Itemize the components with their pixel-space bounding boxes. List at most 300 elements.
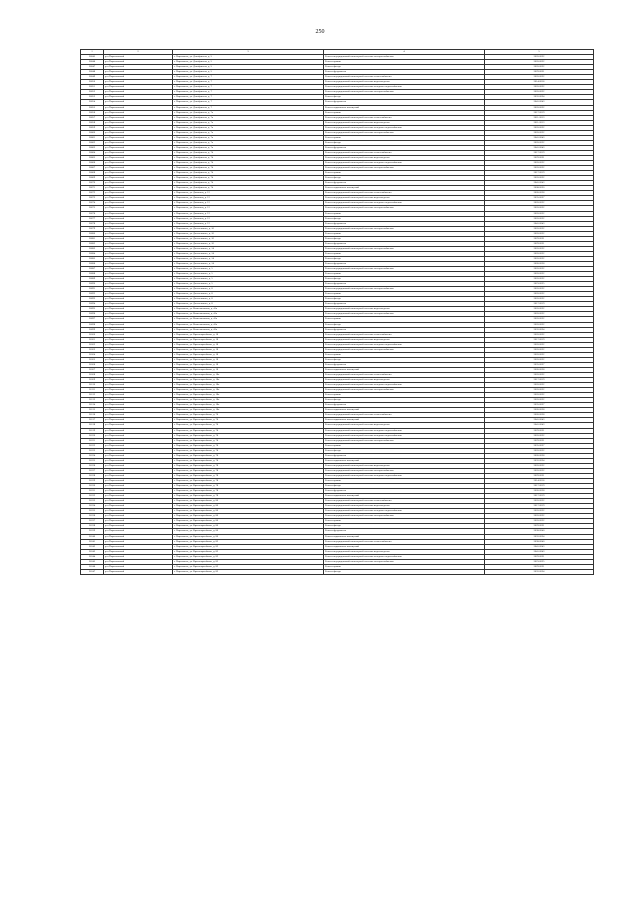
row-number: 26072: [81, 191, 104, 196]
district-cell: р-н Партизанский: [104, 453, 173, 458]
work-type-cell: Ремонт внутридомовой инженерной системы теплоснабжения: [324, 413, 485, 418]
period-cell: 2035-2037: [485, 196, 594, 201]
row-number: 26090: [81, 282, 104, 287]
address-cell: г. Партизанск, ул. Красноармейская, д. 76: [173, 453, 324, 458]
work-type-cell: Ремонт внутридомовой инженерной системы холодного водоснабжения: [324, 161, 485, 166]
work-type-cell: Ремонт фасада: [324, 65, 485, 70]
address-cell: г. Партизанск, ул. Декабристов, д. 5: [173, 65, 324, 70]
district-cell: р-н Партизанский: [104, 413, 173, 418]
row-number: 26138: [81, 524, 104, 529]
address-cell: г. Партизанск, ул. Красноармейская, д. 18: [173, 332, 324, 337]
period-cell: 2020-2022: [485, 433, 594, 438]
period-cell: 2020-2022: [485, 357, 594, 362]
address-cell: г. Партизанск, ул. Красноармейская, д. 18: [173, 352, 324, 357]
address-cell: г. Партизанск, ул. Достоевского, д. 5: [173, 267, 324, 272]
district-cell: р-н Партизанский: [104, 251, 173, 256]
address-cell: г. Партизанск, ул. Красноармейская, д. 78: [173, 489, 324, 494]
work-type-cell: Ремонт фундамента: [324, 302, 485, 307]
address-cell: г. Партизанск, ул. Декабристов, д. 7: [173, 95, 324, 100]
work-type-cell: Ремонт фасада: [324, 95, 485, 100]
district-cell: р-н Партизанский: [104, 569, 173, 574]
work-type-cell: Ремонт внутридомовой инженерной системы холодного водоснабжения: [324, 509, 485, 514]
address-cell: г. Партизанск, ул. Даличная, д. 12: [173, 196, 324, 201]
district-cell: р-н Партизанский: [104, 544, 173, 549]
work-type-cell: Ремонт подвальных помещений: [324, 418, 485, 423]
period-cell: 2020-2022: [485, 226, 594, 231]
period-cell: 2020-2022: [485, 499, 594, 504]
period-cell: 2026-2028: [485, 367, 594, 372]
period-cell: 2020-2022: [485, 105, 594, 110]
district-cell: р-н Партизанский: [104, 85, 173, 90]
work-type-cell: Ремонт внутридомовой инженерной системы холодного водоснабжения: [324, 433, 485, 438]
work-type-cell: Ремонт внутридомовой инженерной системы электроснабжения: [324, 468, 485, 473]
column-header: 5: [485, 50, 594, 55]
period-cell: 2020-2022: [485, 332, 594, 337]
district-cell: р-н Партизанский: [104, 196, 173, 201]
address-cell: г. Партизанск, ул. Достоевского, д. 14: [173, 251, 324, 256]
period-cell: 2032-2034: [485, 534, 594, 539]
district-cell: р-н Партизанский: [104, 150, 173, 155]
address-cell: г. Партизанск, ул. Декабристов, д. 7б: [173, 161, 324, 166]
district-cell: р-н Партизанский: [104, 398, 173, 403]
period-cell: 2008-2030: [485, 186, 594, 191]
period-cell: 2017-2019: [485, 504, 594, 509]
row-number: 26119: [81, 428, 104, 433]
period-cell: 2017-2019: [485, 378, 594, 383]
row-number: 26091: [81, 287, 104, 292]
row-number: 26100: [81, 332, 104, 337]
address-cell: г. Партизанск, ул. Декабристов, д. 7а: [173, 140, 324, 145]
district-cell: р-н Партизанский: [104, 564, 173, 569]
row-number: 26111: [81, 388, 104, 393]
period-cell: 2020-2022: [485, 251, 594, 256]
district-cell: р-н Партизанский: [104, 246, 173, 251]
row-number: 26094: [81, 302, 104, 307]
period-cell: 2020-2022: [485, 267, 594, 272]
row-number: 26136: [81, 514, 104, 519]
work-type-cell: Ремонт внутридомовой инженерной системы водоотведения: [324, 196, 485, 201]
period-cell: 2020-2022: [485, 292, 594, 297]
address-cell: г. Партизанск, ул. Красноармейская, д. 18а: [173, 378, 324, 383]
row-number: 26134: [81, 504, 104, 509]
row-number: 26084: [81, 251, 104, 256]
district-cell: р-н Партизанский: [104, 524, 173, 529]
row-number: 26069: [81, 176, 104, 181]
period-cell: 2020-2022: [485, 272, 594, 277]
work-type-cell: Ремонт внутридомовой инженерной системы водоотведения: [324, 423, 485, 428]
row-number: 26143: [81, 549, 104, 554]
period-cell: 2041-2043: [485, 549, 594, 554]
district-cell: р-н Партизанский: [104, 241, 173, 246]
period-cell: 2020-2022: [485, 246, 594, 251]
work-type-cell: Ремонт фундамента: [324, 181, 485, 186]
row-number: 26093: [81, 297, 104, 302]
address-cell: г. Партизанск, ул. Красноармейская, д. 82: [173, 569, 324, 574]
address-cell: г. Партизанск, ул. Красноармейская, д. 18: [173, 367, 324, 372]
district-cell: р-н Партизанский: [104, 125, 173, 130]
period-cell: 2029-2031: [485, 70, 594, 75]
row-number: 26054: [81, 100, 104, 105]
district-cell: р-н Партизанский: [104, 403, 173, 408]
work-type-cell: Ремонт внутридомовой инженерной системы водоотведения: [324, 80, 485, 85]
work-type-cell: Ремонт фундамента: [324, 529, 485, 534]
district-cell: р-н Партизанский: [104, 145, 173, 150]
repair-schedule-table: [80, 49, 594, 575]
address-cell: г. Партизанск, ул. Красноармейская, д. 78: [173, 478, 324, 483]
address-cell: г. Партизанск, ул. Декабристов, д. 5: [173, 70, 324, 75]
period-cell: 2014-2016: [485, 478, 594, 483]
address-cell: г. Партизанск, ул. Красноармейская, д. 80: [173, 529, 324, 534]
address-cell: г. Партизанск, ул. Декабристов, д. 7а: [173, 125, 324, 130]
period-cell: 2026-2028: [485, 489, 594, 494]
district-cell: р-н Партизанский: [104, 226, 173, 231]
period-cell: 2035-2037: [485, 403, 594, 408]
district-cell: р-н Партизанский: [104, 55, 173, 60]
work-type-cell: Ремонт подвальных помещений: [324, 534, 485, 539]
period-cell: 2020-2022: [485, 297, 594, 302]
column-header: 1: [81, 50, 104, 55]
table-row: [81, 569, 594, 574]
work-type-cell: Ремонт фасада: [324, 448, 485, 453]
district-cell: р-н Партизанский: [104, 332, 173, 337]
row-number: 26067: [81, 166, 104, 171]
district-cell: р-н Партизанский: [104, 367, 173, 372]
address-cell: г. Партизанск, ул. Декабристов, д. 7а: [173, 115, 324, 120]
period-cell: 2026-2028: [485, 413, 594, 418]
address-cell: г. Партизанск, ул. Красноармейская, д. 18а: [173, 373, 324, 378]
district-cell: р-н Партизанский: [104, 423, 173, 428]
district-cell: р-н Партизанский: [104, 529, 173, 534]
district-cell: р-н Партизанский: [104, 292, 173, 297]
address-cell: г. Партизанск, ул. Даличная, д. 12: [173, 221, 324, 226]
district-cell: р-н Партизанский: [104, 186, 173, 191]
district-cell: р-н Партизанский: [104, 373, 173, 378]
work-type-cell: Ремонт фундамента: [324, 241, 485, 246]
address-cell: г. Партизанск, ул. Достоевского, д. 8: [173, 297, 324, 302]
work-type-cell: Ремонт фасада: [324, 256, 485, 261]
address-cell: г. Партизанск, ул. Декабристов, д. 7а: [173, 145, 324, 150]
row-number: 26123: [81, 448, 104, 453]
work-type-cell: Ремонт внутридомовой инженерной системы электроснабжения: [324, 312, 485, 317]
district-cell: р-н Партизанский: [104, 362, 173, 367]
district-cell: р-н Партизанский: [104, 100, 173, 105]
period-cell: 2020-2022: [485, 448, 594, 453]
period-cell: 2020-2022: [485, 201, 594, 206]
row-number: 26124: [81, 453, 104, 458]
period-cell: 2020-2022: [485, 322, 594, 327]
period-cell: 2020-2022: [485, 312, 594, 317]
address-cell: г. Партизанск, ул. Красноармейская, д. 80: [173, 519, 324, 524]
work-type-cell: Ремонт внутридомовой инженерной системы электроснабжения: [324, 130, 485, 135]
row-number: 26104: [81, 352, 104, 357]
period-cell: 2032-2034: [485, 569, 594, 574]
work-type-cell: Ремонт фундамента: [324, 282, 485, 287]
period-cell: 2020-2022: [485, 125, 594, 130]
row-number: 26127: [81, 468, 104, 473]
period-cell: 2041-2043: [485, 423, 594, 428]
work-type-cell: Ремонт крыши: [324, 564, 485, 569]
address-cell: г. Партизанск, ул. Красноармейская, д. 80: [173, 499, 324, 504]
page-number: 250: [315, 29, 325, 35]
work-type-cell: Ремонт внутридомовой инженерной системы электроснабжения: [324, 388, 485, 393]
period-cell: 2041-2043: [485, 145, 594, 150]
period-cell: 2020-2022: [485, 55, 594, 60]
work-type-cell: Ремонт фундамента: [324, 362, 485, 367]
row-number: 26049: [81, 75, 104, 80]
address-cell: г. Партизанск, ул. Декабристов, д. 5: [173, 55, 324, 60]
row-number: 26132: [81, 494, 104, 499]
work-type-cell: Ремонт крыши: [324, 251, 485, 256]
district-cell: р-н Партизанский: [104, 428, 173, 433]
work-type-cell: Ремонт фасада: [324, 524, 485, 529]
district-cell: р-н Партизанский: [104, 80, 173, 85]
address-cell: г. Партизанск, ул. Красноармейская, д. 18а: [173, 403, 324, 408]
address-cell: г. Партизанск, ул. Достоевского, д. 10: [173, 241, 324, 246]
district-cell: р-н Партизанский: [104, 463, 173, 468]
row-number: 26113: [81, 398, 104, 403]
district-cell: р-н Партизанский: [104, 509, 173, 514]
row-number: 26144: [81, 554, 104, 559]
row-number: 26109: [81, 378, 104, 383]
address-cell: г. Партизанск, ул. Декабристов, д. 7б: [173, 171, 324, 176]
work-type-cell: Ремонт фундамента: [324, 261, 485, 266]
row-number: 26053: [81, 95, 104, 100]
period-cell: 2020-2022: [485, 75, 594, 80]
work-type-cell: Ремонт фундамента: [324, 327, 485, 332]
work-type-cell: Ремонт внутридомовой инженерной системы электроснабжения: [324, 347, 485, 352]
row-number: 26106: [81, 362, 104, 367]
work-type-cell: Ремонт внутридомовой инженерной системы холодного водоснабжения: [324, 428, 485, 433]
address-cell: г. Партизанск, ул. Красноармейская, д. 76: [173, 433, 324, 438]
address-cell: г. Партизанск, ул. Красноармейская, д. 18: [173, 337, 324, 342]
work-type-cell: Ремонт фасада: [324, 569, 485, 574]
period-cell: 2026-2028: [485, 191, 594, 196]
period-cell: 2020-2022: [485, 463, 594, 468]
district-cell: р-н Партизанский: [104, 176, 173, 181]
period-cell: 2020-2022: [485, 393, 594, 398]
address-cell: г. Партизанск, ул. Декабристов, д. 7: [173, 105, 324, 110]
row-number: 26128: [81, 473, 104, 478]
district-cell: р-н Партизанский: [104, 549, 173, 554]
work-type-cell: Ремонт внутридомовой инженерной системы электроснабжения: [324, 514, 485, 519]
row-number: 26050: [81, 80, 104, 85]
work-type-cell: Ремонт подвальных помещений: [324, 494, 485, 499]
work-type-cell: Ремонт внутридомовой инженерной системы теплоснабжения: [324, 150, 485, 155]
row-number: 26065: [81, 155, 104, 160]
address-cell: г. Партизанск, ул. Красноармейская, д. 78: [173, 484, 324, 489]
row-number: 26077: [81, 216, 104, 221]
district-cell: р-н Партизанский: [104, 499, 173, 504]
district-cell: р-н Партизанский: [104, 90, 173, 95]
row-number: 26073: [81, 196, 104, 201]
period-cell: 2041-2043: [485, 221, 594, 226]
work-type-cell: Ремонт фасада: [324, 398, 485, 403]
address-cell: г. Партизанск, ул. Достоевского, д. 10: [173, 231, 324, 236]
row-number: 26120: [81, 433, 104, 438]
address-cell: г. Партизанск, ул. Красноармейская, д. 80: [173, 524, 324, 529]
period-cell: 2026-2028: [485, 408, 594, 413]
work-type-cell: Ремонт фасада: [324, 322, 485, 327]
row-number: 26088: [81, 272, 104, 277]
district-cell: р-н Партизанский: [104, 514, 173, 519]
district-cell: р-н Партизанский: [104, 489, 173, 494]
work-type-cell: Ремонт внутридомовой инженерной системы холодного водоснабжения: [324, 201, 485, 206]
district-cell: р-н Партизанский: [104, 135, 173, 140]
row-number: 26129: [81, 478, 104, 483]
row-number: 26114: [81, 403, 104, 408]
row-number: 26059: [81, 125, 104, 130]
district-cell: р-н Партизанский: [104, 70, 173, 75]
district-cell: р-н Партизанский: [104, 75, 173, 80]
work-type-cell: Ремонт фундамента: [324, 403, 485, 408]
period-cell: 2017-2019: [485, 494, 594, 499]
work-type-cell: Ремонт внутридомовой инженерной системы теплоснабжения: [324, 499, 485, 504]
district-cell: р-н Партизанский: [104, 95, 173, 100]
address-cell: г. Партизанск, ул. Декабристов, д. 7: [173, 75, 324, 80]
work-type-cell: Ремонт фундамента: [324, 489, 485, 494]
address-cell: г. Партизанск, ул. Достоевского, д. 10: [173, 226, 324, 231]
district-cell: р-н Партизанский: [104, 191, 173, 196]
period-cell: 2032-2034: [485, 458, 594, 463]
row-number: 26146: [81, 564, 104, 569]
address-cell: г. Партизанск, ул. Красноармейская, д. 76: [173, 423, 324, 428]
row-number: 26125: [81, 458, 104, 463]
district-cell: р-н Партизанский: [104, 287, 173, 292]
period-cell: 2026-2028: [485, 453, 594, 458]
row-number: 26051: [81, 85, 104, 90]
district-cell: р-н Партизанский: [104, 317, 173, 322]
period-cell: 2020-2022: [485, 65, 594, 70]
work-type-cell: Ремонт внутридомовой инженерной системы холодного водоснабжения: [324, 473, 485, 478]
period-cell: 2017-2019: [485, 302, 594, 307]
period-cell: 2035-2037: [485, 443, 594, 448]
address-cell: г. Партизанск, ул. Красноармейская, д. 76: [173, 448, 324, 453]
work-type-cell: Ремонт внутридомовой инженерной системы холодного водоснабжения: [324, 383, 485, 388]
district-cell: р-н Партизанский: [104, 357, 173, 362]
address-cell: г. Партизанск, ул. Декабристов, д. 7б: [173, 186, 324, 191]
row-number: 26102: [81, 342, 104, 347]
work-type-cell: Ремонт внутридомовой инженерной системы теплоснабжения: [324, 332, 485, 337]
district-cell: р-н Партизанский: [104, 383, 173, 388]
district-cell: р-н Партизанский: [104, 494, 173, 499]
work-type-cell: Ремонт внутридомовой инженерной системы водоотведения: [324, 549, 485, 554]
work-type-cell: Ремонт крыши: [324, 352, 485, 357]
district-cell: р-н Партизанский: [104, 443, 173, 448]
district-cell: р-н Партизанский: [104, 327, 173, 332]
work-type-cell: Ремонт крыши: [324, 211, 485, 216]
work-type-cell: Ремонт фундамента: [324, 145, 485, 150]
period-cell: 2020-2022: [485, 176, 594, 181]
period-cell: 2011-2013: [485, 120, 594, 125]
work-type-cell: Ремонт фасада: [324, 236, 485, 241]
period-cell: 2041-2043: [485, 100, 594, 105]
address-cell: г. Партизанск, ул. Красноармейская, д. 18: [173, 357, 324, 362]
work-type-cell: Ремонт внутридомовой инженерной системы электроснабжения: [324, 226, 485, 231]
work-type-cell: Ремонт фундамента: [324, 70, 485, 75]
district-cell: р-н Партизанский: [104, 378, 173, 383]
row-number: 26076: [81, 211, 104, 216]
work-type-cell: Ремонт крыши: [324, 135, 485, 140]
district-cell: р-н Партизанский: [104, 534, 173, 539]
period-cell: 2020-2022: [485, 347, 594, 352]
address-cell: г. Партизанск, ул. Даличная, д. 12: [173, 206, 324, 211]
work-type-cell: Ремонт подвальных помещений: [324, 367, 485, 372]
row-number: 26063: [81, 145, 104, 150]
address-cell: г. Партизанск, ул. Красноармейская, д. 76: [173, 418, 324, 423]
district-cell: р-н Партизанский: [104, 161, 173, 166]
row-number: 26081: [81, 236, 104, 241]
period-cell: 2020-2022: [485, 216, 594, 221]
district-cell: р-н Партизанский: [104, 120, 173, 125]
address-cell: г. Партизанск, ул. Красноармейская, д. 76: [173, 438, 324, 443]
row-number: 26147: [81, 569, 104, 574]
period-cell: 2017-2019: [485, 484, 594, 489]
work-type-cell: Ремонт фасада: [324, 297, 485, 302]
district-cell: р-н Партизанский: [104, 504, 173, 509]
address-cell: г. Партизанск, ул. Достоевского, д. 10: [173, 236, 324, 241]
row-number: 26089: [81, 277, 104, 282]
row-number: 26099: [81, 327, 104, 332]
row-number: 26086: [81, 261, 104, 266]
address-cell: г. Партизанск, ул. Достоевского, д. 5: [173, 272, 324, 277]
district-cell: р-н Партизанский: [104, 307, 173, 312]
district-cell: р-н Партизанский: [104, 221, 173, 226]
district-cell: р-н Партизанский: [104, 216, 173, 221]
district-cell: р-н Партизанский: [104, 388, 173, 393]
address-cell: г. Партизанск, ул. Комсомольская, д. 41а: [173, 317, 324, 322]
work-type-cell: Ремонт подвальных помещений: [324, 458, 485, 463]
work-type-cell: Ремонт фасада: [324, 357, 485, 362]
period-cell: 2020-2022: [485, 256, 594, 261]
address-cell: г. Партизанск, ул. Красноармейская, д. 78: [173, 463, 324, 468]
period-cell: 2020-2022: [485, 383, 594, 388]
address-cell: г. Партизанск, ул. Достоевского, д. 8: [173, 292, 324, 297]
row-number: 26045: [81, 55, 104, 60]
period-cell: 2020-2022: [485, 277, 594, 282]
district-cell: р-н Партизанский: [104, 231, 173, 236]
district-cell: р-н Партизанский: [104, 206, 173, 211]
work-type-cell: Ремонт крыши: [324, 292, 485, 297]
period-cell: 2026-2028: [485, 261, 594, 266]
work-type-cell: Ремонт внутридомовой инженерной системы электроснабжения: [324, 559, 485, 564]
work-type-cell: Ремонт внутридомовой инженерной системы водоотведения: [324, 155, 485, 160]
address-cell: г. Партизанск, ул. Красноармейская, д. 18а: [173, 388, 324, 393]
address-cell: г. Партизанск, ул. Красноармейская, д. 78: [173, 473, 324, 478]
address-cell: г. Партизанск, ул. Достоевского, д. 5: [173, 277, 324, 282]
row-number: 26087: [81, 267, 104, 272]
work-type-cell: Ремонт внутридомовой инженерной системы электроснабжения: [324, 55, 485, 60]
period-cell: 2029-2031: [485, 554, 594, 559]
address-cell: г. Партизанск, ул. Красноармейская, д. 82: [173, 544, 324, 549]
row-number: 26098: [81, 322, 104, 327]
period-cell: 2020-2022: [485, 468, 594, 473]
district-cell: р-н Партизанский: [104, 312, 173, 317]
district-cell: р-н Партизанский: [104, 393, 173, 398]
district-cell: р-н Партизанский: [104, 65, 173, 70]
row-number: 26115: [81, 408, 104, 413]
work-type-cell: Ремонт внутридомовой инженерной системы водоотведения: [324, 463, 485, 468]
work-type-cell: Ремонт подвальных помещений: [324, 105, 485, 110]
district-cell: р-н Партизанский: [104, 115, 173, 120]
district-cell: р-н Партизанский: [104, 484, 173, 489]
district-cell: р-н Партизанский: [104, 448, 173, 453]
district-cell: р-н Партизанский: [104, 337, 173, 342]
column-header: 4: [324, 50, 485, 55]
address-cell: г. Партизанск, ул. Комсомольская, д. 41а: [173, 327, 324, 332]
work-type-cell: Ремонт фасада: [324, 484, 485, 489]
district-cell: р-н Партизанский: [104, 60, 173, 65]
district-cell: р-н Партизанский: [104, 256, 173, 261]
